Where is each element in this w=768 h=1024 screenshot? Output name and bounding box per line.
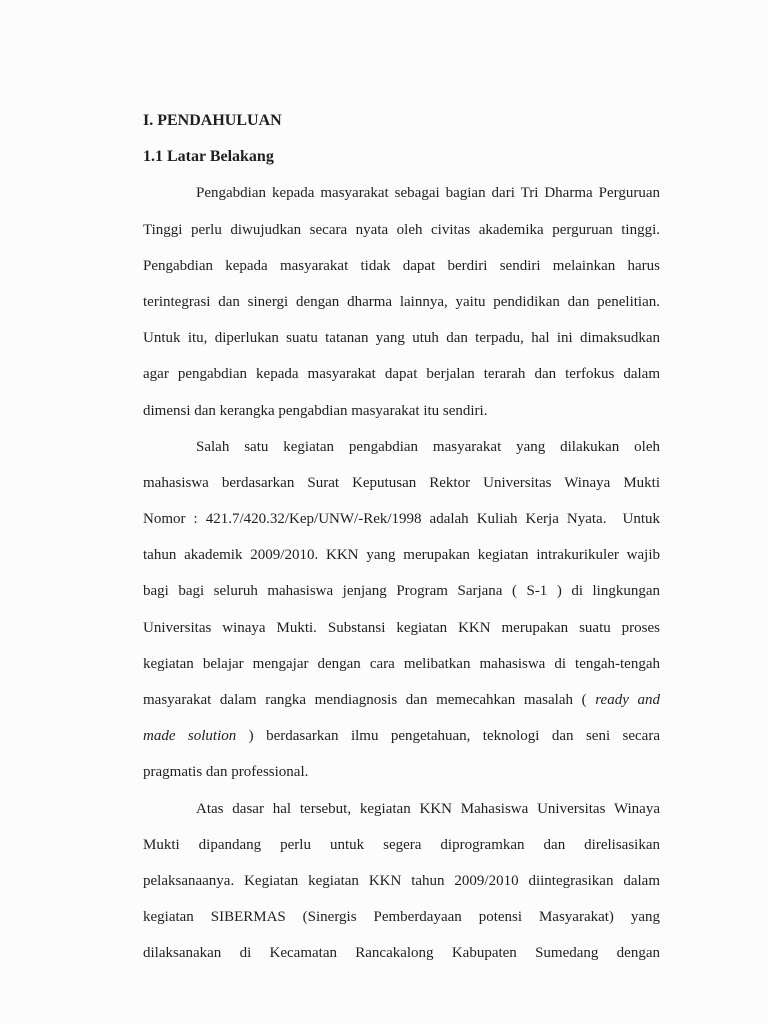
text-line: agar pengabdian kepada masyarakat dapat berjalan terarah dan terfokus dalam [143, 366, 660, 383]
text-line: dimensi dan kerangka pengabdian masyarakat itu sendiri. [143, 402, 488, 419]
subsection-heading: 1.1 Latar Belakang [143, 148, 274, 166]
text-segment: ) berdasarkan ilmu pengetahuan, teknologi dan seni secara [236, 728, 660, 745]
text-line: Untuk itu, diperlukan suatu tatanan yang utuh dan terpadu, hal ini dimaksudkan [143, 330, 660, 347]
text-line: Pengabdian kepada masyarakat tidak dapat berdiri sendiri melainkan harus [143, 257, 660, 274]
text-line: Universitas winaya Mukti. Substansi kegiatan KKN merupakan suatu proses [143, 619, 660, 636]
text-line: Nomor : 421.7/420.32/Kep/UNW/-Rek/1998 adalah Kuliah Kerja Nyata. Untuk [143, 511, 660, 528]
paragraphs [143, 175, 660, 971]
section-heading: I. PENDAHULUAN [143, 112, 282, 129]
text-line: Atas dasar hal tersebut, kegiatan KKN Mahasiswa Universitas Winaya [196, 800, 660, 817]
text-line [143, 682, 660, 718]
text-line: kegiatan SIBERMAS (Sinergis Pemberdayaan potensi Masyarakat) yang [143, 909, 660, 926]
text-line: tahun akademik 2009/2010. KKN yang merupakan kegiatan intrakurikuler wajib [143, 547, 660, 564]
text-line: pelaksanaanya. Kegiatan kegiatan KKN tahun 2009/2010 diintegrasikan dalam [143, 872, 660, 889]
text-line: kegiatan belajar mengajar dengan cara melibatkan mahasiswa di tengah-tengah [143, 655, 660, 672]
text-line: dilaksanakan di Kecamatan Rancakalong Kabupaten Sumedang dengan [143, 945, 660, 962]
text-line: Pengabdian kepada masyarakat sebagai bagian dari Tri Dharma Perguruan [196, 185, 660, 202]
text-line: terintegrasi dan sinergi dengan dharma lainnya, yaitu pendidikan dan penelitian. [143, 293, 660, 310]
text-line: pragmatis dan professional. [143, 764, 309, 781]
italic-text: made solution [143, 728, 237, 745]
text-line: mahasiswa berdasarkan Surat Keputusan Rektor Universitas Winaya Mukti [143, 474, 660, 491]
italic-text: ready and [595, 692, 660, 708]
text-line: Salah satu kegiatan pengabdian masyarakat yang dilakukan oleh [196, 438, 660, 455]
text-line: Mukti dipandang perlu untuk segera diprogramkan dan direlisasikan [143, 836, 660, 853]
document-body [143, 103, 660, 972]
text-line: bagi bagi seluruh mahasiswa jenjang Program Sarjana ( S-1 ) di lingkungan [143, 583, 660, 600]
text-segment: masyarakat dalam rangka mendiagnosis dan memecahkan masalah ( [143, 692, 596, 708]
text-line: Tinggi perlu diwujudkan secara nyata oleh civitas akademika perguruan tinggi. [143, 221, 660, 238]
text-line [143, 718, 660, 754]
